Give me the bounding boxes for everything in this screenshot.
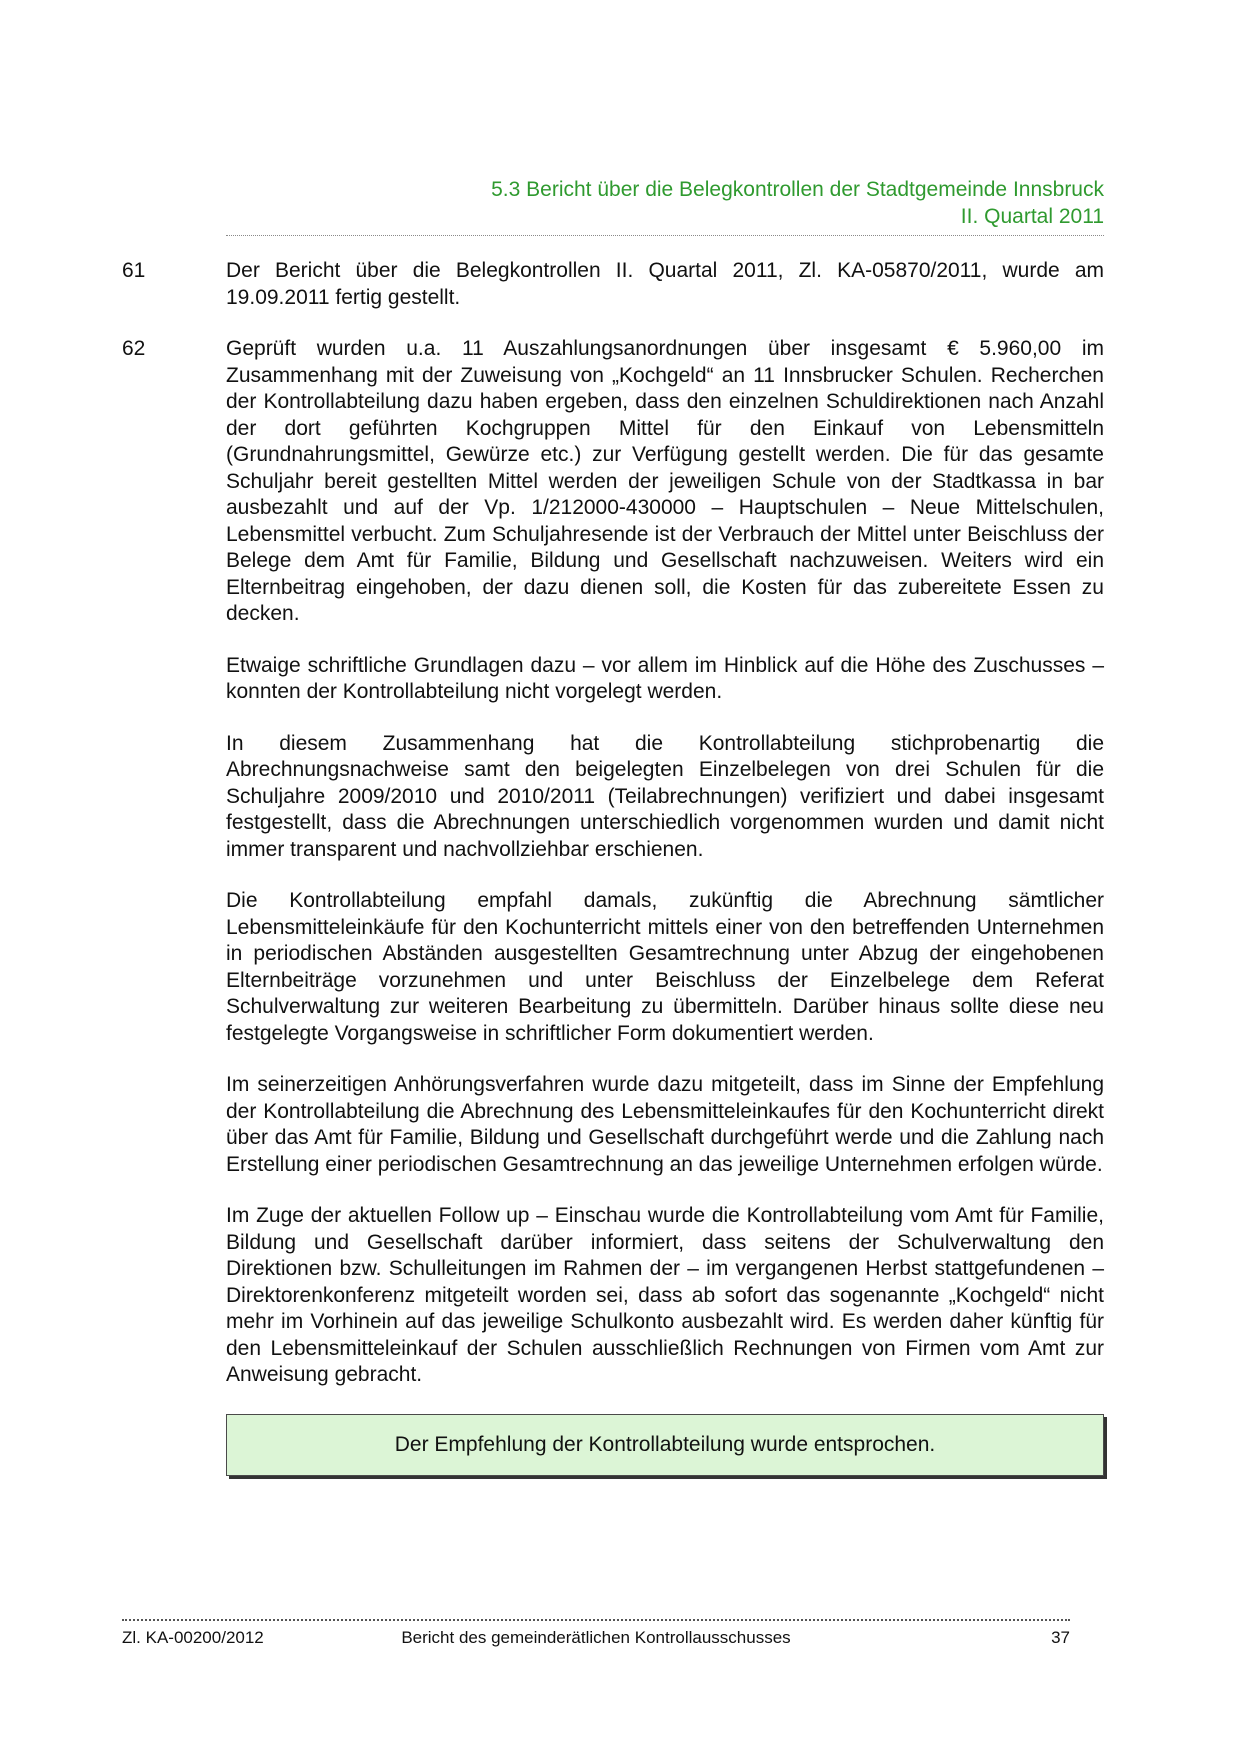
paragraph-61 [122, 258, 1104, 311]
page-footer [122, 1628, 1070, 1652]
page-number: 37 [1051, 1628, 1070, 1647]
paragraph-62-grundlagen [122, 653, 1104, 706]
paragraph-text: Etwaige schriftliche Grundlagen dazu – vor allem im Hinblick auf die Höhe des Zuschusses – konnten der Kontrollabteilung nicht vorgelegt werden. [226, 653, 1104, 703]
paragraph-text: Im Zuge der aktuellen Follow up – Einschau wurde die Kontrollabteilung vom Amt für Familie, Bildung und Gesellschaft darüber informiert, dass seitens der Schulverwaltung den Direktionen bzw. Schulleitungen im Rahmen der – im vergangenen Herbst stattgefundenen – Direktorenkonferenz mitgeteilt worden sei, dass ab sofort das sogenannte „Kochgeld“ nicht mehr im Vorhinein auf das jeweilige Schulkonto ausbezahlt wird. Es werden daher künftig für den Lebensmitteleinkauf der Schulen ausschließlich Rechnungen von Firmen vom Amt zur Anweisung gebracht. [226, 1204, 1104, 1386]
footer-divider [122, 1619, 1070, 1621]
paragraph-62 [122, 336, 1104, 628]
paragraph-text: Im seinerzeitigen Anhörungsverfahren wurde dazu mitgeteilt, dass im Sinne der Empfehlung der Kontrollabteilung die Abrechnung des Lebensmitteleinkaufes für den Kochunterricht direkt über das Amt für Familie, Bildung und Gesellschaft durchgeführt werde und die Zahlung nach Erstellung einer periodischen Gesamtrechnung an das jeweilige Unternehmen erfolgen würde. [226, 1073, 1104, 1176]
section-title: 5.3 Bericht über die Belegkontrollen der Stadtgemeinde Innsbruck [491, 178, 1104, 201]
page-header [226, 176, 1104, 230]
paragraph-62-follow-up [122, 1203, 1104, 1389]
header-divider [226, 235, 1104, 236]
paragraph-number: 62 [122, 337, 146, 360]
paragraph-text: Die Kontrollabteilung empfahl damals, zukünftig die Abrechnung sämtlicher Lebensmitteleinkäufe für den Kochunterricht mittels einer von den betreffenden Unternehmen in periodischen Abständen ausgestellten Gesamtrechnung unter Abzug der eingehobenen Elternbeiträge vorzunehmen und unter Beischluss der Einzelbelege dem Referat Schulverwaltung zur weiteren Bearbeitung zu übermitteln. Darüber hinaus sollte diese neu festgelegte Vorgangsweise in schriftlicher Form dokumentiert werden. [226, 889, 1104, 1045]
report-body [122, 258, 1104, 1476]
paragraph-62-stichprobe [122, 731, 1104, 864]
section-subtitle: II. Quartal 2011 [960, 205, 1104, 228]
paragraph-text: In diesem Zusammenhang hat die Kontrollabteilung stichprobenartig die Abrechnungsnachweise samt den beigelegten Einzelbelegen von drei Schulen für die Schuljahre 2009/2010 und 2010/2011 (Teilabrechnungen) verifiziert und dabei insgesamt festgestellt, dass die Abrechnungen unterschiedlich vorgenommen wurden und damit nicht immer transparent und nachvollziehbar erschienen. [226, 731, 1104, 861]
paragraph-number: 61 [122, 259, 146, 282]
recommendation-text: Der Empfehlung der Kontrollabteilung wurde entsprochen. [394, 1432, 936, 1456]
paragraph-62-empfehlung [122, 888, 1104, 1047]
paragraph-text: Der Bericht über die Belegkontrollen II. Quartal 2011, Zl. KA-05870/2011, wurde am 19.09.2011 fertig gestellt. [226, 259, 1104, 309]
footer-report-title: Bericht des gemeinderätlichen Kontrollausschusses [401, 1628, 791, 1647]
footer-reference: Zl. KA-00200/2012 [122, 1628, 264, 1647]
paragraph-62-anhoerung [122, 1072, 1104, 1178]
recommendation-box [226, 1414, 1104, 1476]
paragraph-text: Geprüft wurden u.a. 11 Auszahlungsanordnungen über insgesamt € 5.960,00 im Zusammenhang mit der Zuweisung von „Kochgeld“ an 11 Innsbrucker Schulen. Recherchen der Kontrollabteilung dazu haben ergeben, dass den einzelnen Schuldirektionen nach Anzahl der dort geführten Kochgruppen Mittel für den Einkauf von Lebensmitteln (Grundnahrungsmittel, Gewürze etc.) zur Verfügung gestellt werden. Die für das gesamte Schuljahr bereit gestellten Mittel werden der jeweiligen Schule von der Stadtkassa in bar ausbezahlt und auf der Vp. 1/212000-430000 – Hauptschulen – Neue Mittelschulen, Lebensmittel verbucht. Zum Schuljahresende ist der Verbrauch der Mittel unter Beischluss der Belege dem Amt für Familie, Bildung und Gesellschaft nachzuweisen. Weiters wird ein Elternbeitrag eingehoben, der dazu dienen soll, die Kosten für das zubereitete Essen zu decken. [226, 337, 1104, 625]
